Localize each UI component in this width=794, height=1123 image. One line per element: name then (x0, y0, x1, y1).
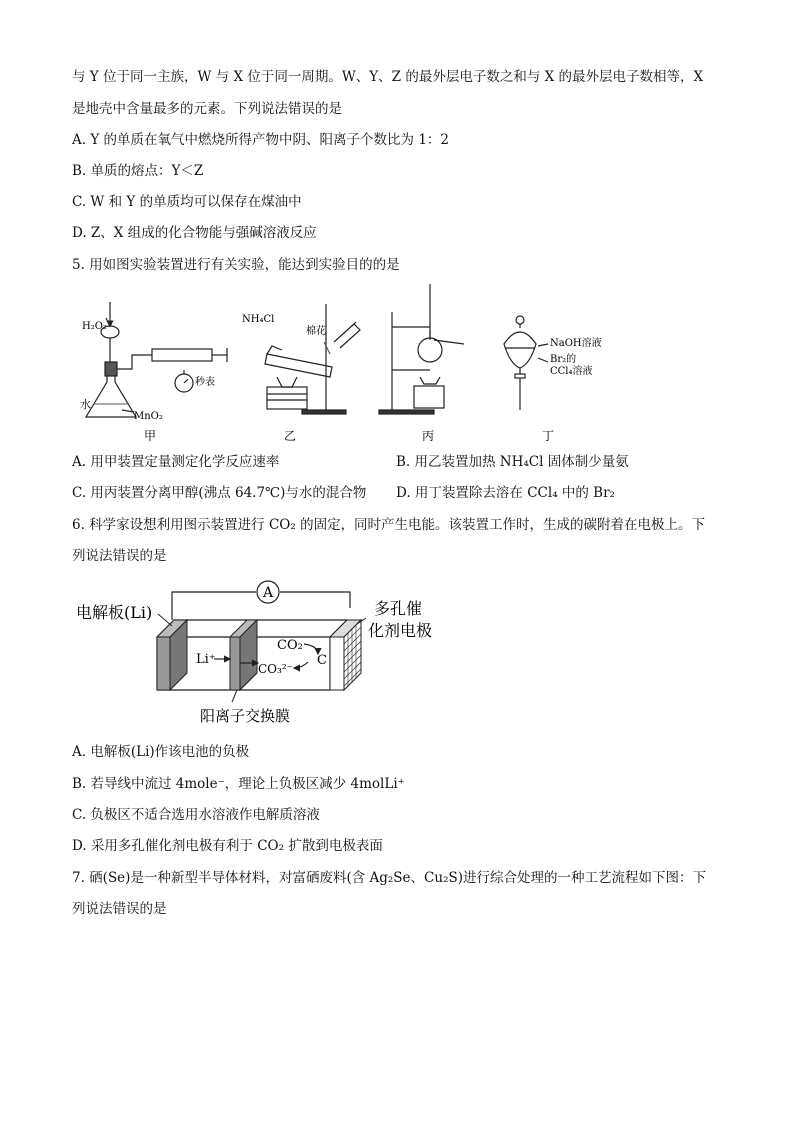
co2-label: CO₂ (277, 638, 303, 653)
q5-stem: 5. 用如图实验装置进行有关实验，能达到实验目的的是 (72, 257, 400, 273)
q7-stem-line1: 7. 硒(Se)是一种新型半导体材料，对富硒废料(含 Ag₂Se、Cu₂S)进行综合处理的一种工艺流程如下图：下 (72, 870, 706, 886)
label-water: 水 (80, 398, 91, 411)
ammeter-label: A (262, 585, 274, 601)
q5-option-c: C. 用丙装置分离甲醇(沸点 64.7℃)与水的混合物 (72, 485, 367, 501)
q6-option-c: C. 负极区不适合选用水溶液作电解质溶液 (72, 807, 320, 823)
membrane-label: 阳离子交换膜 (200, 707, 291, 725)
fig-label-yi: 乙 (284, 429, 297, 443)
q4-option-b: B. 单质的熔点：Y＜Z (72, 163, 204, 179)
q4-stem-line1: 与 Y 位于同一主族，W 与 X 位于同一周期。W、Y、Z 的最外层电子数之和与 X 的最外层电子数相等，X (72, 69, 704, 85)
c-label: C (317, 653, 327, 668)
fig-label-ding: 丁 (542, 429, 555, 443)
q7-stem-line2: 列说法错误的是 (72, 901, 167, 917)
fig-label-bing: 丙 (422, 429, 435, 443)
q6-stem-line2: 列说法错误的是 (72, 548, 167, 564)
li-ion-label: Li⁺ (196, 652, 216, 667)
apparatus-bing (379, 284, 464, 414)
q6-battery-figure (72, 578, 452, 728)
q6-stem-line1: 6. 科学家设想利用图示装置进行 CO₂ 的固定，同时产生电能。该装置工作时，生成的碳附着在电极上。下 (72, 517, 706, 533)
label-stopwatch: 秒表 (195, 377, 215, 388)
label-naoh: NaOH溶液 (550, 338, 602, 349)
right-electrode-label-1: 多孔催 (374, 599, 423, 618)
apparatus-yi (265, 304, 360, 414)
q6-option-d: D. 采用多孔催化剂电极有利于 CO₂ 扩散到电极表面 (72, 838, 383, 854)
q4-option-d: D. Z、X 组成的化合物能与强碱溶液反应 (72, 225, 317, 241)
q5-option-a: A. 用甲装置定量测定化学反应速率 (72, 454, 280, 470)
label-br2: Br₂的 (550, 354, 577, 365)
q4-stem-line2: 是地壳中含量最多的元素。下列说法错误的是 (72, 101, 342, 117)
q4-option-c: C. W 和 Y 的单质均可以保存在煤油中 (72, 194, 302, 210)
q4-option-a: A. Y 的单质在氧气中燃烧所得产物中阴、阳离子个数比为 1：2 (72, 132, 450, 148)
q6-option-b: B. 若导线中流过 4mole⁻，理论上负极区减少 4molLi⁺ (72, 776, 405, 792)
q5-option-d: D. 用丁装置除去溶在 CCl₄ 中的 Br₂ (396, 485, 615, 501)
q5-apparatus-figure (72, 282, 712, 452)
apparatus-ding (504, 316, 548, 410)
left-electrode-label: 电解板(Li) (76, 603, 153, 622)
apparatus-jia (86, 302, 227, 417)
label-h2o2: H₂O₂ (82, 321, 107, 332)
label-cotton: 棉花 (306, 326, 326, 337)
q6-option-a: A. 电解板(Li)作该电池的负极 (72, 744, 250, 760)
fig-label-jia: 甲 (144, 429, 157, 443)
label-ccl4: CCl₄溶液 (550, 366, 593, 377)
right-electrode-label-2: 化剂电极 (368, 621, 433, 640)
q5-option-b: B. 用乙装置加热 NH₄Cl 固体制少量氨 (396, 454, 629, 470)
label-nh4cl: NH₄Cl (242, 314, 275, 325)
co3-label: CO₃²⁻ (258, 662, 293, 676)
label-mno2: MnO₂ (134, 411, 163, 422)
